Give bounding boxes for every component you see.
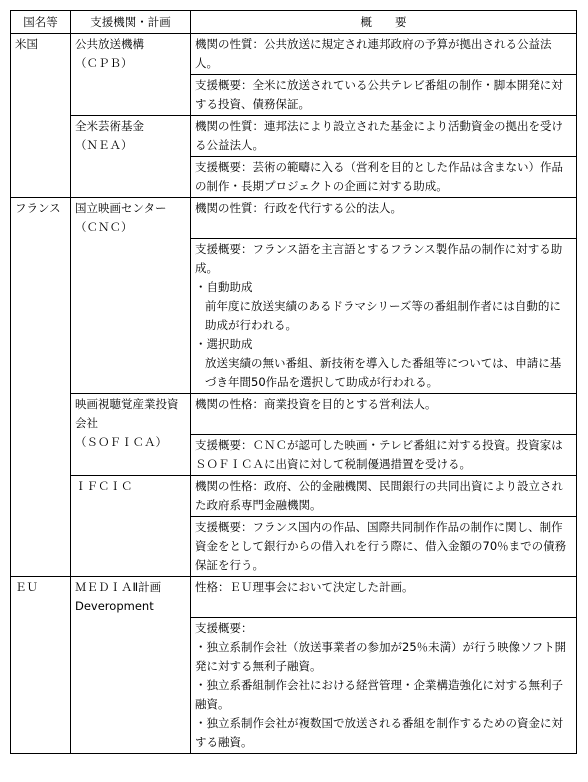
agency-cpb bbox=[71, 34, 191, 116]
sofica-nature: 機関の性格：商業投資を目的とする営利法人。 bbox=[191, 394, 577, 435]
media-support bbox=[191, 618, 577, 754]
agency-sofica-name: 映画視聴覚産業投資会社 bbox=[75, 397, 179, 430]
agency-cnc bbox=[71, 198, 191, 394]
agency-sofica-abbr: （ＳＯＦＩＣＡ） bbox=[75, 435, 167, 449]
agency-nea bbox=[71, 116, 191, 198]
cnc-auto-title: ・自動助成 bbox=[195, 280, 253, 294]
table-row bbox=[11, 476, 577, 517]
cnc-nature: 機関の性質：行政を代行する公的法人。 bbox=[191, 198, 577, 239]
agency-nea-abbr: （ＮＥＡ） bbox=[75, 138, 133, 152]
support-table bbox=[10, 10, 577, 754]
agency-cnc-name: 国立映画センター bbox=[75, 201, 167, 215]
agency-media bbox=[71, 577, 191, 754]
nea-nature: 機関の性質：連邦法により設立された基金により活動資金の拠出を受ける公益法人。 bbox=[191, 116, 577, 157]
ifcic-nature: 機関の性格：政府、公的金融機関、民間銀行の共同出資により設立された政府系専門金融機関。 bbox=[191, 476, 577, 517]
cnc-select-body: 放送実績の無い番組、新技術を導入した番組等については、申請に基づき年間50作品を選択して助成が行われる。 bbox=[205, 356, 562, 389]
nea-support: 支援概要：芸術の範疇に入る（営利を目的とした作品は含まない）作品の制作・長期プロジェクトの企画に対する助成。 bbox=[191, 157, 577, 198]
media-item-3: ・独立系制作会社が複数国で放送される番組を制作するための資金に対する融資。 bbox=[195, 716, 563, 749]
table-row bbox=[11, 198, 577, 239]
agency-cpb-abbr: （ＣＰＢ） bbox=[75, 56, 133, 70]
table-row bbox=[11, 34, 577, 75]
cpb-nature: 機関の性質：公共放送に規定され連邦政府の予算が拠出される公益法人。 bbox=[191, 34, 577, 75]
country-france: フランス bbox=[11, 198, 71, 577]
ifcic-support: 支援概要：フランス国内の作品、国際共同制作作品の制作に関し、制作資金をとして銀行からの借入れを行う際に、借入金額の70％までの債務保証を行う。 bbox=[191, 517, 577, 577]
agency-sofica bbox=[71, 394, 191, 476]
media-support-title: 支援概要： bbox=[195, 621, 253, 635]
table-header-row bbox=[11, 11, 577, 34]
table-row bbox=[11, 116, 577, 157]
header-agency: 支援機関・計画 bbox=[71, 11, 191, 34]
media-item-1: ・独立系制作会社（放送事業者の参加が25％未満）が行う映像ソフト開発に対する無利子融資。 bbox=[195, 640, 567, 673]
country-eu: ＥＵ bbox=[11, 577, 71, 754]
agency-cnc-abbr: （ＣＮＣ） bbox=[75, 220, 133, 234]
media-item-2: ・独立系番組制作会社における経営管理・企業構造強化に対する無利子融資。 bbox=[195, 678, 563, 711]
cnc-support-text: 支援概要：フランス語を主言語とするフランス製作品の制作に対する助成。 bbox=[195, 242, 563, 275]
agency-cpb-name: 公共放送機構 bbox=[75, 37, 144, 51]
cpb-support: 支援概要：全米に放送されている公共テレビ番組の制作・脚本開発に対する投資、債務保証。 bbox=[191, 75, 577, 116]
cnc-support bbox=[191, 239, 577, 394]
country-us: 米国 bbox=[11, 34, 71, 198]
table-row bbox=[11, 577, 577, 618]
cnc-select-title: ・選択助成 bbox=[195, 337, 253, 351]
header-country: 国名等 bbox=[11, 11, 71, 34]
agency-ifcic: ＩＦＣＩＣ bbox=[71, 476, 191, 577]
media-nature: 性格：ＥＵ理事会において決定した計画。 bbox=[191, 577, 577, 618]
sofica-support: 支援概要：ＣＮＣが認可した映画・テレビ番組に対する投資。投資家はＳＯＦＩＣＡに出資に対して税制優遇措置を受ける。 bbox=[191, 435, 577, 476]
cnc-auto-body: 前年度に放送実績のあるドラマシリーズ等の番組制作者には自動的に助成が行われる。 bbox=[205, 299, 561, 332]
header-summary: 概 要 bbox=[191, 11, 577, 34]
agency-media-sub: Deveropment bbox=[75, 599, 154, 613]
agency-nea-name: 全米芸術基金 bbox=[75, 119, 144, 133]
table-row bbox=[11, 394, 577, 435]
agency-media-name: ＭＥＤＩＡⅡ計画 bbox=[75, 580, 162, 594]
